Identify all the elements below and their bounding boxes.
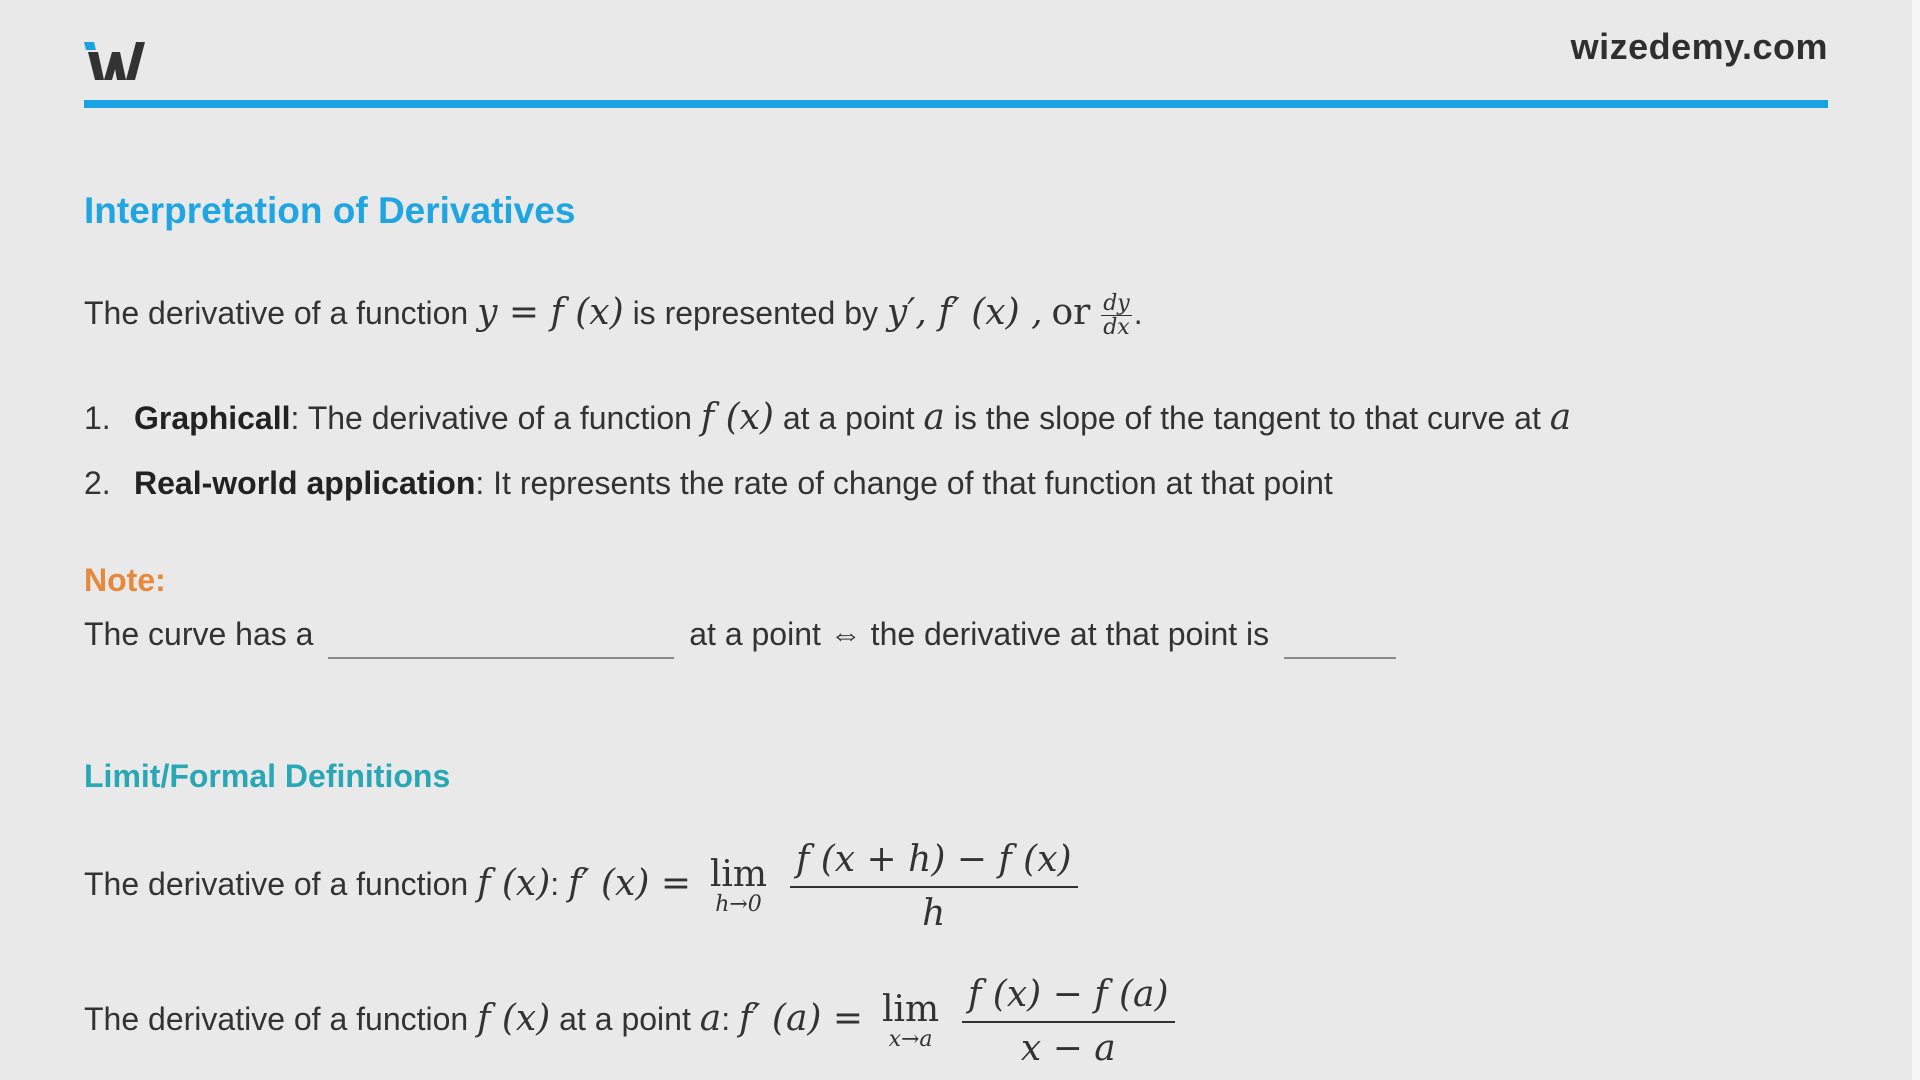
definition-lhs: f′ (x) = <box>568 863 692 905</box>
definition-lhs: f′ (a) = <box>738 998 864 1040</box>
intro-or: or <box>1051 292 1091 334</box>
list-label: Graphicall <box>134 400 291 436</box>
definition-colon: : <box>550 866 560 903</box>
header-rule <box>84 100 1828 108</box>
intro-end: . <box>1133 295 1143 332</box>
list-text: The derivative of a function <box>307 400 692 436</box>
site-url[interactable]: wizedemy.com <box>1570 26 1828 67</box>
list-sep: : <box>475 465 485 501</box>
intro-func-expr: y = f (x) <box>477 292 624 334</box>
lim-text: lim <box>881 988 940 1030</box>
intro-line <box>84 292 1143 339</box>
intro-mid: is represented by <box>632 295 879 332</box>
limit-operator <box>709 853 768 917</box>
list-label: Real-world application <box>134 465 476 501</box>
fill-in-blank[interactable] <box>1284 637 1396 659</box>
definition-prefix: The derivative of a function <box>84 866 469 903</box>
note-text: at a point ⇔ the derivative at that point is <box>689 616 1270 652</box>
difference-quotient <box>962 975 1175 1068</box>
list-math: a <box>1549 397 1572 438</box>
definition-mid: at a point <box>559 1001 691 1038</box>
definition-func: f (x) <box>477 863 551 905</box>
wizedemy-logo-icon <box>82 38 146 84</box>
lim-subscript: h→0 <box>715 891 762 917</box>
list-text: It represents the rate of change of that function at that point <box>493 465 1333 501</box>
fraction-numerator: f (x) − f (a) <box>962 975 1175 1023</box>
definition-colon: : <box>721 1001 731 1038</box>
dydx-den: dx <box>1103 315 1130 341</box>
definition-func: f (x) <box>477 998 551 1040</box>
list-number: 2. <box>84 465 111 501</box>
list-number: 1. <box>84 400 111 436</box>
fraction-denominator: h <box>922 892 946 934</box>
fraction-denominator: x − a <box>1020 1027 1116 1069</box>
definition-line <box>84 975 1175 1068</box>
limit-operator <box>881 988 940 1052</box>
dydx-fraction <box>1101 292 1132 339</box>
list-sep: : <box>290 400 300 436</box>
note-text: The curve has a <box>84 616 314 652</box>
fraction-numerator: f (x + h) − f (x) <box>790 840 1078 888</box>
list-text: at a point <box>782 400 915 436</box>
lim-subscript: x→a <box>888 1026 933 1052</box>
definition-line <box>84 840 1078 933</box>
note-line <box>84 618 1396 659</box>
list-text: is the slope of the tangent to that curve at <box>953 400 1541 436</box>
page-title: Interpretation of Derivatives <box>84 190 576 231</box>
fill-in-blank[interactable] <box>328 637 674 659</box>
definition-point: a <box>699 998 722 1040</box>
section-subtitle: Limit/Formal Definitions <box>84 758 451 794</box>
difference-quotient <box>790 840 1078 933</box>
lim-text: lim <box>709 853 768 895</box>
list-item <box>84 397 1572 438</box>
dydx-num: dy <box>1103 291 1130 316</box>
note-label: Note: <box>84 562 166 598</box>
list-math: a <box>923 397 945 438</box>
list-math: f (x) <box>700 397 774 438</box>
intro-notations: y′, f′ (x) , <box>886 292 1043 334</box>
intro-prefix: The derivative of a function <box>84 295 469 332</box>
list-item <box>84 467 1333 499</box>
right-edge-strip <box>1912 0 1920 1080</box>
definition-prefix: The derivative of a function <box>84 1001 469 1038</box>
